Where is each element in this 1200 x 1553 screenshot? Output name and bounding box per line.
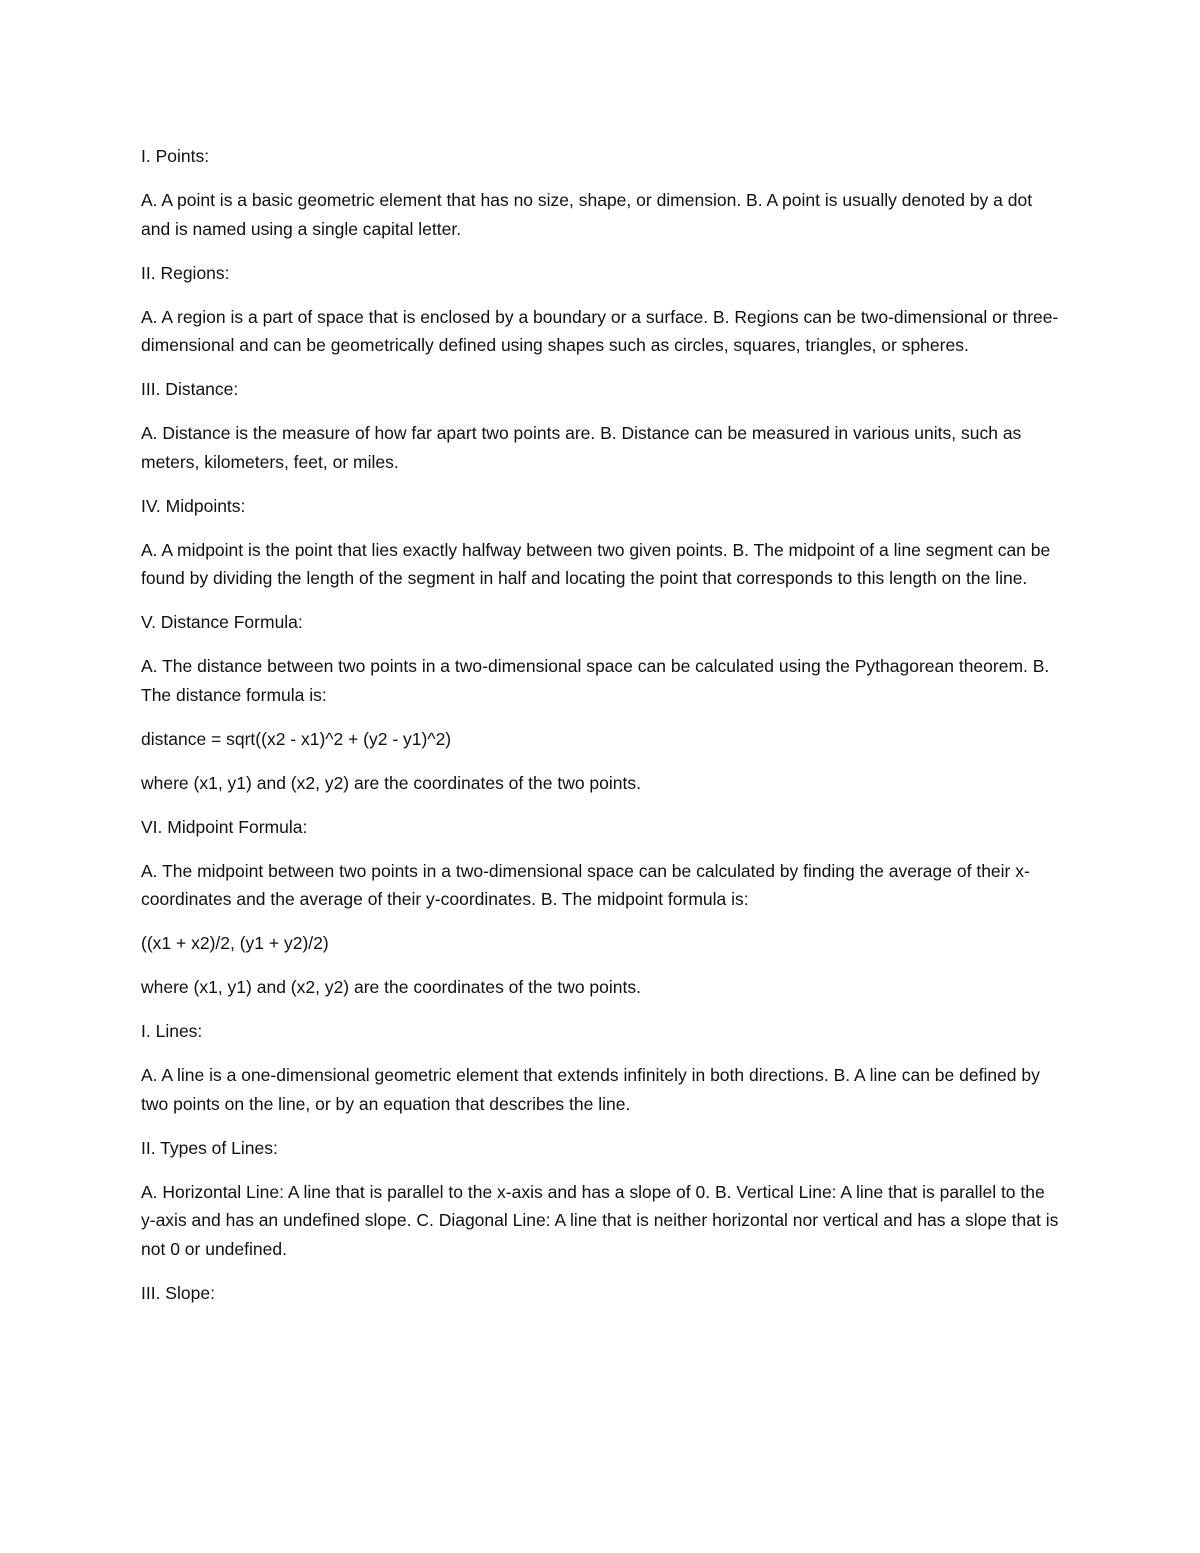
paragraph-regions-definition: A. A region is a part of space that is enclosed by a boundary or a surface. B. Regions can be two-dimensional or three-dimensional and can be geometrically defined using shapes such as circles, squares, triangles, or spheres.: [141, 306, 1059, 355]
heading-midpoint-formula: VI. Midpoint Formula:: [141, 816, 308, 837]
heading-midpoints: IV. Midpoints:: [141, 495, 246, 516]
heading-points: I. Points:: [141, 146, 210, 166]
midpoint-formula-note: where (x1, y1) and (x2, y2) are the coordinates of the two points.: [141, 977, 641, 997]
paragraph-distance-formula-intro: A. The distance between two points in a two-dimensional space can be calculated using the Pythagorean theorem. B. The distance formula is:: [141, 656, 1050, 705]
paragraph-lines-definition: A. A line is a one-dimensional geometric element that extends infinitely in both directions. B. A line can be defined by two points on the line, or by an equation that describes the line.: [141, 1065, 1040, 1114]
paragraph-types-of-lines: A. Horizontal Line: A line that is parallel to the x-axis and has a slope of 0. B. Vertical Line: A line that is parallel to the y-axis and has an undefined slope. C. Diagonal Line: A line that is neither horizontal nor vertical and has a slope that is not 0 or undefined.: [141, 1181, 1059, 1259]
paragraph-points-definition: A. A point is a basic geometric element that has no size, shape, or dimension. B. A point is usually denoted by a dot and is named using a single capital letter.: [141, 190, 1033, 239]
heading-distance-formula: V. Distance Formula:: [141, 612, 303, 632]
heading-distance: III. Distance:: [141, 379, 239, 399]
midpoint-formula-equation: ((x1 + x2)/2, (y1 + y2)/2): [141, 933, 329, 953]
heading-slope: III. Slope:: [141, 1282, 215, 1303]
paragraph-midpoints-definition: A. A midpoint is the point that lies exactly halfway between two given points. B. The midpoint of a line segment can be found by dividing the length of the segment in half and locating the point that corresponds to this length on the line.: [141, 539, 1051, 588]
document-body: [141, 142, 1061, 1323]
heading-regions: II. Regions:: [141, 262, 230, 283]
paragraph-distance-definition: A. Distance is the measure of how far apart two points are. B. Distance can be measured in various units, such as meters, kilometers, feet, or miles.: [141, 423, 1022, 472]
heading-types-of-lines: II. Types of Lines:: [141, 1137, 278, 1158]
distance-formula-equation: distance = sqrt((x2 - x1)^2 + (y2 - y1)^2): [141, 728, 452, 749]
paragraph-midpoint-formula-intro: A. The midpoint between two points in a two-dimensional space can be calculated by finding the average of their x-coordinates and the average of their y-coordinates. B. The midpoint formula is:: [141, 860, 1030, 909]
heading-lines: I. Lines:: [141, 1021, 203, 1041]
distance-formula-note: where (x1, y1) and (x2, y2) are the coordinates of the two points.: [141, 772, 641, 793]
